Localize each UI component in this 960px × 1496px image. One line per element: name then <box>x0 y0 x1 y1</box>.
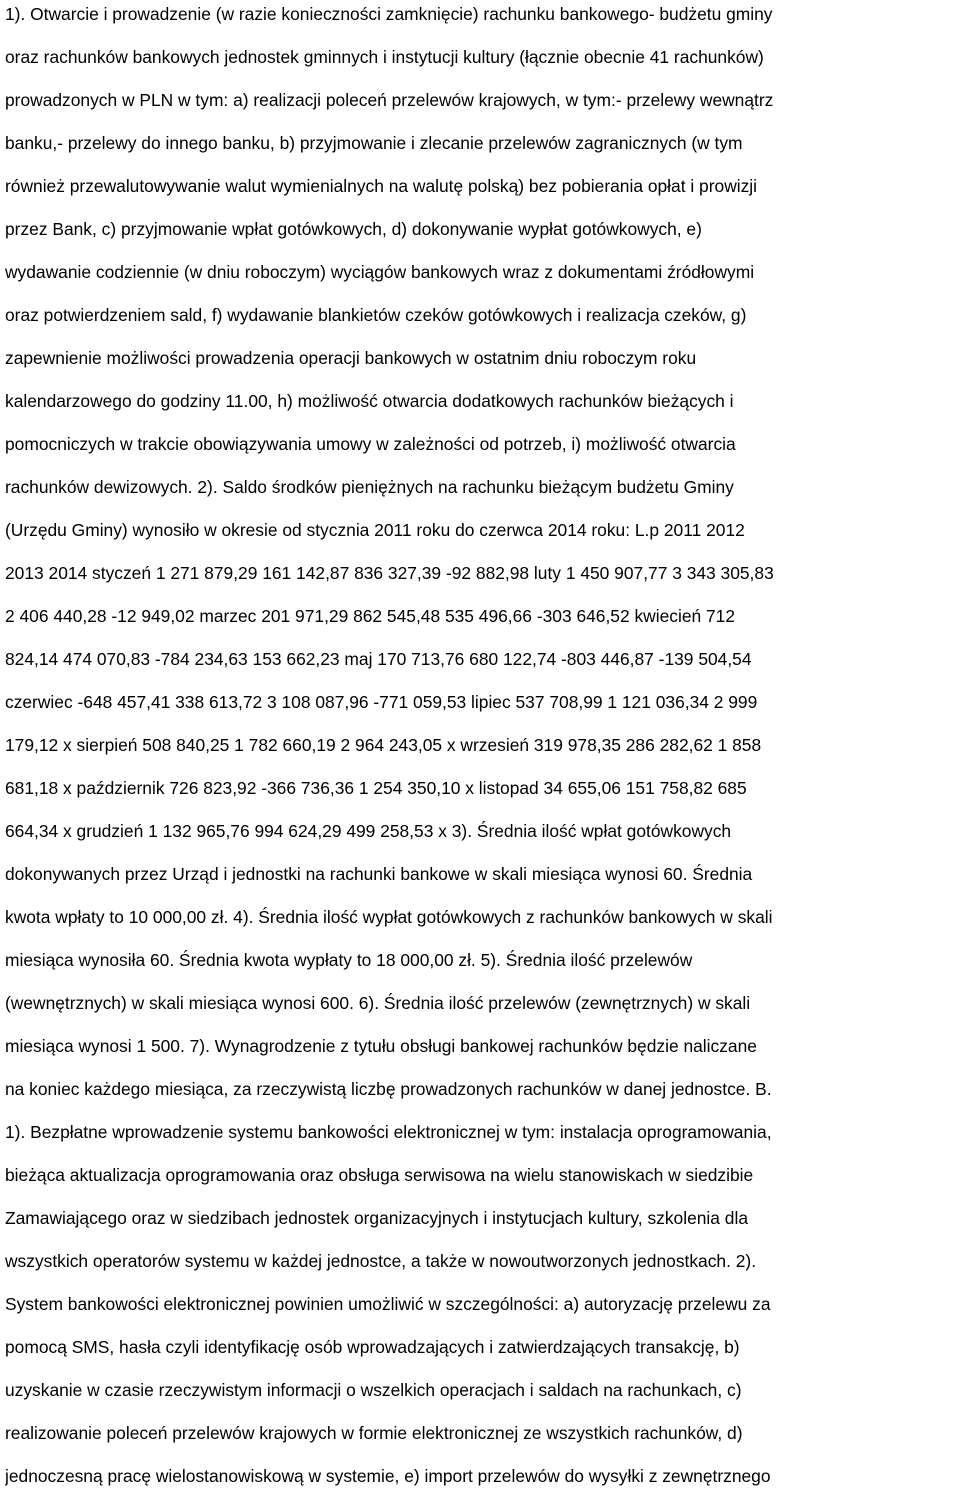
text-line-01: 1). Otwarcie i prowadzenie (w razie konieczności zamknięcie) rachunku bankowego- budżetu gminy <box>5 4 773 24</box>
text-line-26: na koniec każdego miesiąca, za rzeczywistą liczbę prowadzonych rachunków w danej jednostce. B. <box>5 1079 772 1099</box>
text-line-17: czerwiec -648 457,41 338 613,72 3 108 087,96 -771 059,53 lipiec 537 708,99 1 121 036,34 2 999 <box>5 692 758 712</box>
text-line-15: 2 406 440,28 -12 949,02 marzec 201 971,29 862 545,48 535 496,66 -303 646,52 kwiecień 712 <box>5 606 736 626</box>
text-line-02: oraz rachunków bankowych jednostek gminnych i instytucji kultury (łącznie obecnie 41 rachunków) <box>5 47 764 67</box>
text-line-30: wszystkich operatorów systemu w każdej jednostce, a także w nowoutworzonych jednostkach. 2). <box>5 1251 757 1271</box>
text-line-23: miesiąca wynosiła 60. Średnia kwota wypłaty to 18 000,00 zł. 5). Średnia ilość przelewów <box>5 950 693 970</box>
text-line-10: kalendarzowego do godziny 11.00, h) możliwość otwarcia dodatkowych rachunków bieżących i <box>5 391 734 411</box>
text-line-11: pomocniczych w trakcie obowiązywania umowy w zależności od potrzeb, i) możliwość otwarcia <box>5 434 736 454</box>
text-line-13: (Urzędu Gminy) wynosiło w okresie od stycznia 2011 roku do czerwca 2014 roku: L.p 2011 2012 <box>5 520 745 540</box>
text-line-24: (wewnętrznych) w skali miesiąca wynosi 600. 6). Średnia ilość przelewów (zewnętrznych) w skali <box>5 993 751 1013</box>
text-line-27: 1). Bezpłatne wprowadzenie systemu bankowości elektronicznej w tym: instalacja oprogramowania, <box>5 1122 772 1142</box>
text-line-14: 2013 2014 styczeń 1 271 879,29 161 142,87 836 327,39 -92 882,98 luty 1 450 907,77 3 343 305,83 <box>5 563 774 583</box>
text-line-03: prowadzonych w PLN w tym: a) realizacji poleceń przelewów krajowych, w tym:- przelewy wewnątrz <box>5 90 774 110</box>
text-line-33: uzyskanie w czasie rzeczywistym informacji o wszelkich operacjach i saldach na rachunkach, c) <box>5 1380 742 1400</box>
text-line-05: również przewalutowywanie walut wymienialnych na walutę polską) bez pobierania opłat i prowizji <box>5 176 758 196</box>
text-line-29: Zamawiającego oraz w siedzibach jednostek organizacyjnych i instytucjach kultury, szkolenia dla <box>5 1208 749 1228</box>
text-line-12: rachunków dewizowych. 2). Saldo środków pieniężnych na rachunku bieżącym budżetu Gminy <box>5 477 734 497</box>
text-line-20: 664,34 x grudzień 1 132 965,76 994 624,29 499 258,53 x 3). Średnia ilość wpłat gotówkowych <box>5 821 732 841</box>
text-line-19: 681,18 x październik 726 823,92 -366 736,36 1 254 350,10 x listopad 34 655,06 151 758,82 685 <box>5 778 747 798</box>
text-line-04: banku,- przelewy do innego banku, b) przyjmowanie i zlecanie przelewów zagranicznych (w tym <box>5 133 743 153</box>
text-line-06: przez Bank, c) przyjmowanie wpłat gotówkowych, d) dokonywanie wypłat gotówkowych, e) <box>5 219 702 239</box>
text-line-32: pomocą SMS, hasła czyli identyfikację osób wprowadzających i zatwierdzających transakcję, b) <box>5 1337 740 1357</box>
text-line-25: miesiąca wynosi 1 500. 7). Wynagrodzenie z tytułu obsługi bankowej rachunków będzie naliczane <box>5 1036 757 1056</box>
text-line-09: zapewnienie możliwości prowadzenia operacji bankowych w ostatnim dniu roboczym roku <box>5 348 697 368</box>
text-line-07: wydawanie codziennie (w dniu roboczym) wyciągów bankowych wraz z dokumentami źródłowymi <box>5 262 755 282</box>
text-line-18: 179,12 x sierpień 508 840,25 1 782 660,19 2 964 243,05 x wrzesień 319 978,35 286 282,62 1 858 <box>5 735 762 755</box>
text-line-21: dokonywanych przez Urząd i jednostki na rachunki bankowe w skali miesiąca wynosi 60. Średnia <box>5 864 753 884</box>
text-line-35: jednoczesną pracę wielostanowiskową w systemie, e) import przelewów do wysyłki z zewnętrznego <box>5 1466 771 1486</box>
text-line-16: 824,14 474 070,83 -784 234,63 153 662,23 maj 170 713,76 680 122,74 -803 446,87 -139 504,54 <box>5 649 752 669</box>
text-line-08: oraz potwierdzeniem sald, f) wydawanie blankietów czeków gotówkowych i realizacja czeków, g) <box>5 305 747 325</box>
text-line-28: bieżąca aktualizacja oprogramowania oraz obsługa serwisowa na wielu stanowiskach w siedzibie <box>5 1165 754 1185</box>
text-line-22: kwota wpłaty to 10 000,00 zł. 4). Średnia ilość wypłat gotówkowych z rachunków bankowych w skali <box>5 907 773 927</box>
text-line-31: System bankowości elektronicznej powinien umożliwić w szczególności: a) autoryzację przelewu za <box>5 1294 771 1314</box>
text-line-34: realizowanie poleceń przelewów krajowych w formie elektronicznej ze wszystkich rachunków, d) <box>5 1423 743 1443</box>
